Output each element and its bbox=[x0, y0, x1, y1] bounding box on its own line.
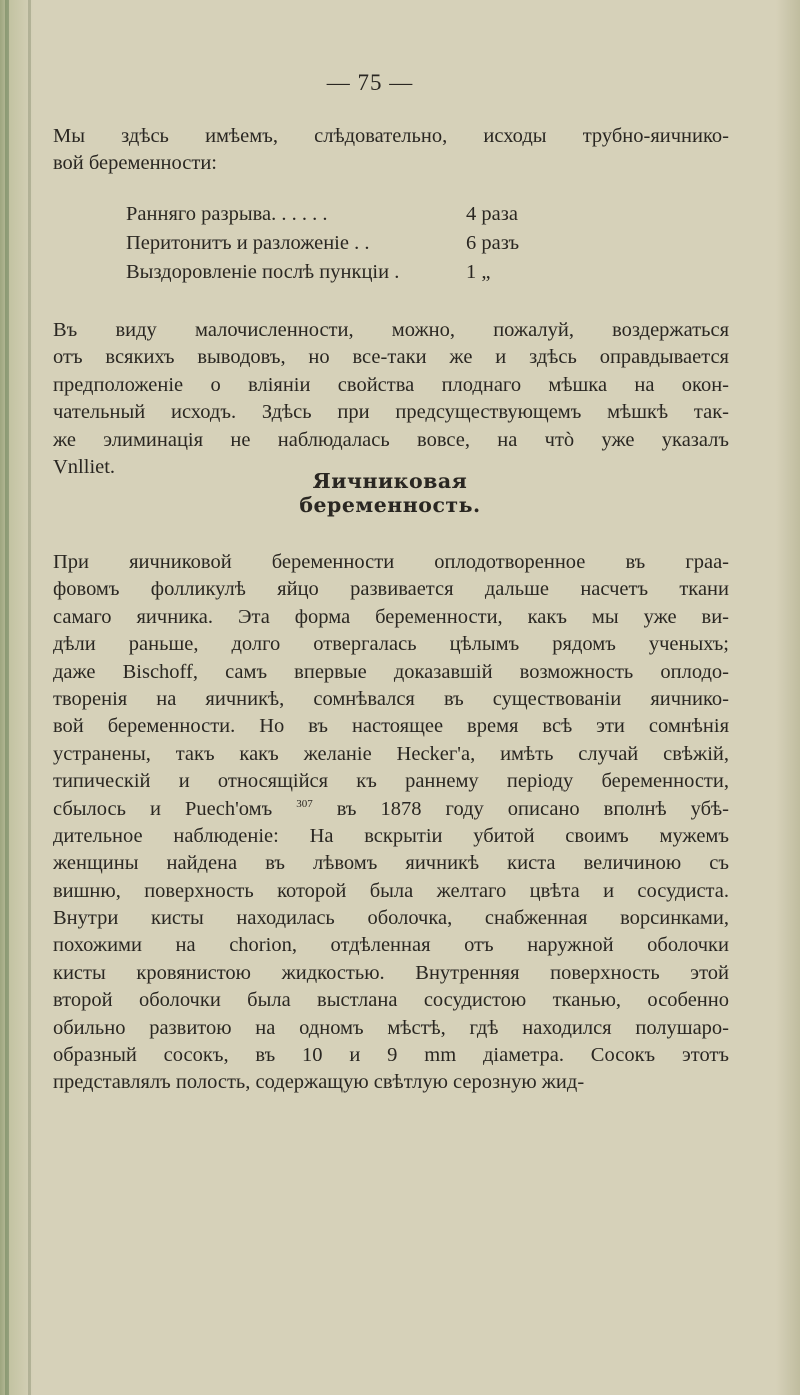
text-line: представлялъ полость, содержащую свѣтлую серозную жид- bbox=[53, 1071, 585, 1094]
text-line: же элиминація не наблюдалась вовсе, на чтò уже указалъ bbox=[53, 428, 729, 451]
text-line: образный сосокъ, въ 10 и 9 mm діаметра. Сосокъ этотъ bbox=[53, 1044, 729, 1067]
text-line: Въ виду малочисленности, можно, пожалуй, воздержаться bbox=[53, 319, 729, 341]
page-number: — 75 — bbox=[326, 70, 414, 95]
text-line: вой беременности. Но въ настоящее время всѣ эти сомнѣнія bbox=[53, 715, 729, 738]
row-value: 6 разъ bbox=[466, 232, 520, 254]
paragraph-ovarian-pregnancy bbox=[53, 549, 729, 1097]
text-line: дѣли раньше, долго отвергалась цѣлымъ рядомъ ученыхъ; bbox=[53, 633, 729, 656]
paragraph-discussion bbox=[53, 317, 729, 481]
text-line: обильно развитою на одномъ мѣстѣ, гдѣ находился полушаро- bbox=[53, 1016, 729, 1039]
reference-number: 307 bbox=[296, 797, 313, 810]
text-line: Мы здѣсь имѣемъ, слѣдовательно, исходы трубно-яичнико- bbox=[53, 125, 729, 147]
row-label: Перитонитъ и разложеніе . . bbox=[126, 232, 370, 254]
text-line: самаго яичника. Эта форма беременности, какъ мы уже ви- bbox=[53, 605, 729, 628]
table-row bbox=[126, 203, 606, 232]
text-line: дительное наблюденіе: На вскрытіи убитой своимъ мужемъ bbox=[53, 824, 729, 847]
row-value: 1 „ bbox=[466, 261, 491, 283]
text-line: устранены, такъ какъ желаніе Heckег'а, имѣть случай свѣжій, bbox=[53, 742, 729, 765]
text-line: отъ всякихъ выводовъ, но все-таки же и здѣсь оправдывается bbox=[53, 346, 729, 369]
text-fragment: сбылось и Puech'омъ bbox=[53, 797, 273, 820]
text-line: творенія на яичникѣ, сомнѣвался въ существованіи яичнико- bbox=[53, 687, 729, 710]
text-line: второй оболочки была выстлана сосудистою тканью, особенно bbox=[53, 989, 729, 1012]
text-line: даже Bischoff, самъ впервые доказавшій возможность оплодо- bbox=[53, 660, 729, 683]
paragraph-intro bbox=[53, 123, 729, 178]
text-line: фовомъ фолликулѣ яйцо развивается дальше насчетъ ткани bbox=[53, 578, 729, 601]
section-heading: Яичниковая беременность. bbox=[299, 469, 481, 517]
row-value: 4 раза bbox=[466, 203, 518, 225]
text-line: кисты кровянистою жидкостью. Внутренняя поверхность этой bbox=[53, 961, 729, 984]
text-line: похожими на chorion, отдѣленная отъ наружной оболочки bbox=[53, 934, 729, 957]
text-line: вой беременности: bbox=[53, 152, 217, 175]
text-fragment: въ 1878 году описано вполнѣ убѣ- bbox=[336, 797, 730, 820]
row-label: Ранняго разрыва. . . . . . bbox=[126, 203, 328, 225]
text-line: вишню, поверхность которой была желтаго цвѣта и сосудиста. bbox=[53, 879, 729, 902]
outcomes-table bbox=[126, 203, 606, 290]
text-line: женщины найдена въ лѣвомъ яичникѣ киста величиною съ bbox=[53, 852, 729, 875]
text-line-with-reference bbox=[53, 796, 729, 823]
text-line: При яичниковой беременности оплодотворенное въ граа- bbox=[53, 551, 729, 573]
text-line: предположеніе о вліяніи свойства плоднаго мѣшка на окон- bbox=[53, 373, 729, 396]
table-row bbox=[126, 261, 606, 290]
text-line: Vnlliet. bbox=[53, 455, 116, 478]
text-line: чательный исходъ. Здѣсь при предсуществующемъ мѣшкѣ так- bbox=[53, 401, 729, 424]
text-line: типическій и относящійся къ раннему періоду беременности, bbox=[53, 770, 729, 793]
table-row bbox=[126, 232, 606, 261]
row-label: Выздоровленіе послѣ пункціи . bbox=[126, 261, 400, 283]
text-line: Внутри кисты находилась оболочка, снабженная ворсинками, bbox=[53, 907, 729, 930]
